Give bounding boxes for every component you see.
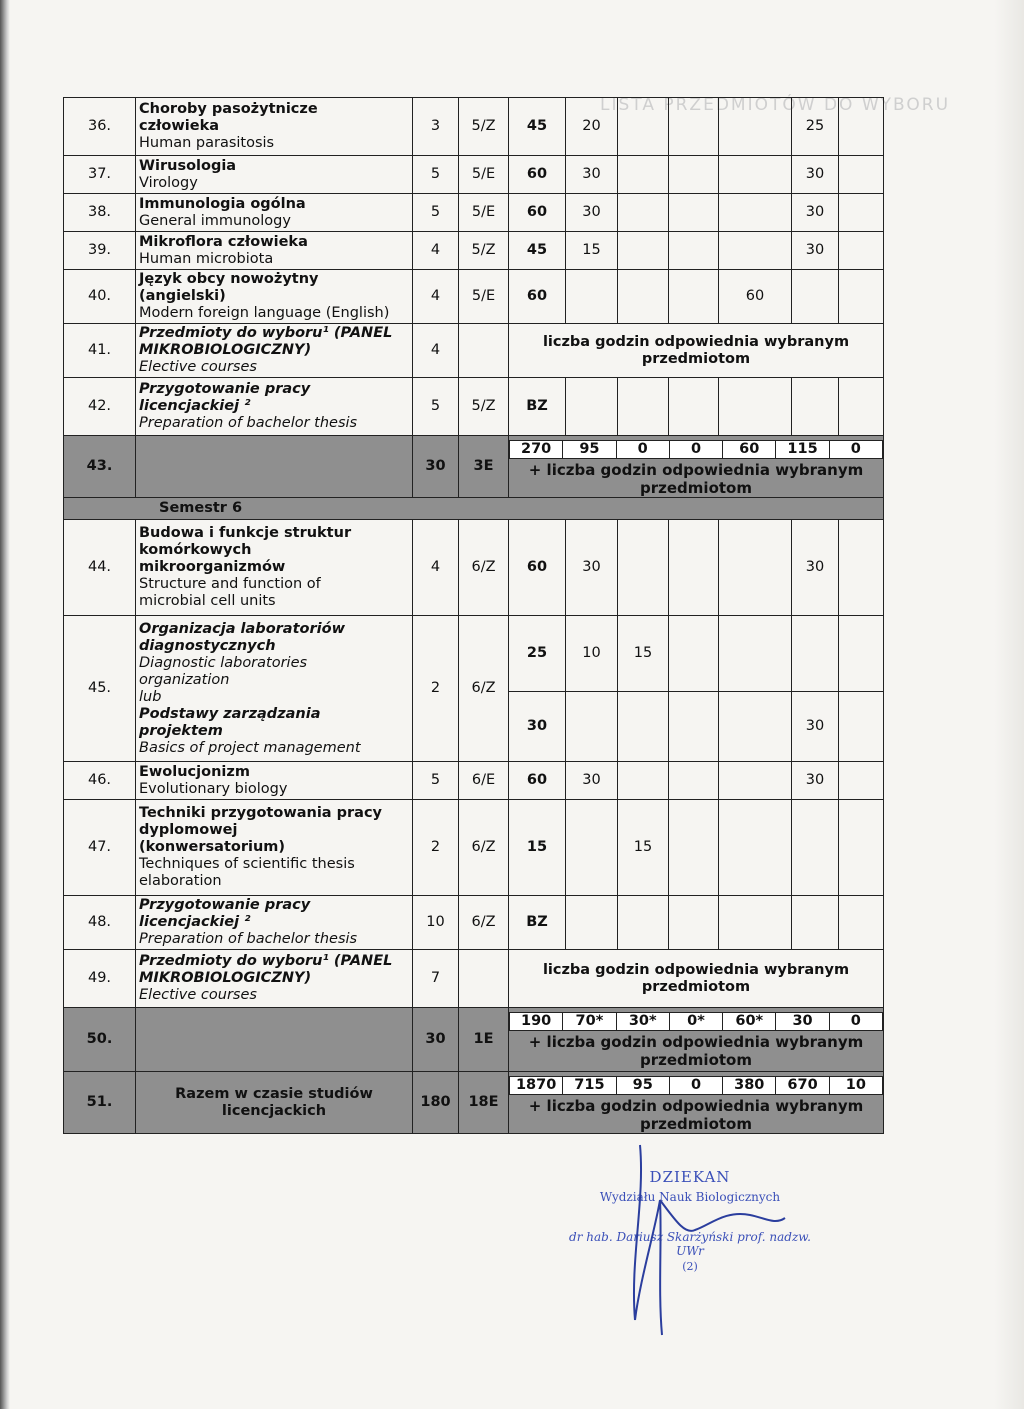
hours-cell <box>618 232 669 270</box>
hours-cell <box>839 520 884 616</box>
subject-line: Modern foreign language (English) <box>139 305 390 321</box>
hours-cell <box>839 98 884 156</box>
hours-cell <box>719 378 792 436</box>
form-cell <box>459 950 509 1008</box>
form-cell: 6/Z <box>459 616 509 762</box>
subject-cell <box>136 156 413 194</box>
form-cell: 5/Z <box>459 378 509 436</box>
hours-cell <box>618 896 669 950</box>
hours-cell <box>669 520 719 616</box>
hours-cell <box>669 232 719 270</box>
total-hours-cell: 15 <box>509 800 566 896</box>
row-number: 45. <box>64 616 136 762</box>
hours-cell <box>669 762 719 800</box>
subject-line: Preparation of bachelor thesis <box>139 931 358 947</box>
summary-values-row <box>510 1013 883 1031</box>
hours-cell <box>839 762 884 800</box>
hours-note-cell: liczba godzin odpowiednia wybranym przedmiotom <box>509 324 884 378</box>
table-row <box>64 378 884 436</box>
subject-line: diagnostycznych <box>139 637 276 654</box>
summary-hours-box <box>509 1008 884 1072</box>
ects-cell: 10 <box>413 896 459 950</box>
hours-cell <box>669 378 719 436</box>
table-row <box>64 896 884 950</box>
hours-cell <box>719 762 792 800</box>
row-number: 36. <box>64 98 136 156</box>
subject-line: MIKROBIOLOGICZNY) <box>139 342 312 358</box>
hours-cell <box>669 896 719 950</box>
ects-cell: 4 <box>413 520 459 616</box>
subject-line: Human microbiota <box>139 250 274 267</box>
table-row <box>64 324 884 378</box>
scan-edge-left <box>0 0 10 1409</box>
subject-line: Przedmioty do wyboru¹ (PANEL <box>139 953 393 969</box>
total-hours-cell: 25 <box>509 616 566 692</box>
hours-cell <box>669 156 719 194</box>
subject-line: organization <box>139 671 230 688</box>
subject-line: Język obcy nowożytny <box>139 271 319 287</box>
subject-line: Techniki przygotowania pracy <box>139 805 382 821</box>
summary-hours-box <box>509 436 884 498</box>
hours-cell <box>669 270 719 324</box>
summary-ects: 180 <box>413 1072 459 1134</box>
summary-value: 190 <box>510 1013 563 1031</box>
stamp-title: DZIEKAN <box>649 1168 731 1186</box>
ects-cell: 5 <box>413 194 459 232</box>
summary-value: 70* <box>563 1013 616 1031</box>
form-cell: 6/Z <box>459 896 509 950</box>
table-row <box>64 800 884 896</box>
summary-values-row <box>510 441 883 459</box>
hours-cell <box>792 270 839 324</box>
hours-cell: 30 <box>792 520 839 616</box>
hours-cell <box>839 692 884 762</box>
hours-cell: 15 <box>618 800 669 896</box>
subject-line: Mikroflora człowieka <box>139 233 308 250</box>
hours-cell: 20 <box>566 98 618 156</box>
row-number: 39. <box>64 232 136 270</box>
subject-line: Budowa i funkcje struktur <box>139 525 352 541</box>
table-row <box>64 520 884 616</box>
hours-cell <box>618 194 669 232</box>
subject-line: licencjackiej ² <box>139 914 251 930</box>
subject-line: Choroby pasożytnicze <box>139 101 318 117</box>
subject-line: microbial cell units <box>139 593 276 609</box>
summary-value: 60 <box>723 441 776 459</box>
row-number: 40. <box>64 270 136 324</box>
form-cell: 5/Z <box>459 98 509 156</box>
subject-line: Diagnostic laboratories <box>139 654 308 671</box>
hours-cell <box>618 270 669 324</box>
table-row <box>64 194 884 232</box>
hours-cell <box>566 800 618 896</box>
summary-number: 51. <box>64 1072 136 1134</box>
summary-row <box>64 436 884 498</box>
stamp-code: (2) <box>682 1260 698 1273</box>
hours-cell <box>618 520 669 616</box>
summary-ects: 30 <box>413 1008 459 1072</box>
subject-line: Elective courses <box>139 987 257 1003</box>
summary-label <box>136 436 413 498</box>
summary-note: + liczba godzin odpowiednia wybranym przedmiotom <box>528 1097 864 1133</box>
study-plan-table <box>63 97 884 1134</box>
hours-cell: 25 <box>792 98 839 156</box>
ects-cell: 2 <box>413 800 459 896</box>
row-number: 37. <box>64 156 136 194</box>
handwritten-signature <box>600 1140 810 1340</box>
ects-cell: 5 <box>413 378 459 436</box>
hours-cell <box>719 692 792 762</box>
hours-cell: 30 <box>566 156 618 194</box>
subject-line: Elective courses <box>139 359 257 375</box>
bleed-through-text: LISTA PRZEDMIOTÓW DO WYBORU <box>600 95 951 115</box>
subject-cell <box>136 270 413 324</box>
ects-cell: 4 <box>413 232 459 270</box>
hours-cell: 30 <box>792 156 839 194</box>
subject-cell <box>136 950 413 1008</box>
subject-cell <box>136 762 413 800</box>
table-row <box>64 270 884 324</box>
summary-form: 3E <box>459 436 509 498</box>
summary-value: 0 <box>616 441 669 459</box>
hours-cell <box>719 156 792 194</box>
summary-form: 18E <box>459 1072 509 1134</box>
summary-value: 670 <box>776 1077 829 1095</box>
ects-cell: 5 <box>413 762 459 800</box>
subject-line: licencjackiej ² <box>139 398 251 414</box>
hours-cell <box>839 232 884 270</box>
hours-cell <box>618 98 669 156</box>
form-cell: 5/Z <box>459 232 509 270</box>
total-hours-cell: 45 <box>509 98 566 156</box>
summary-value: 0 <box>829 441 882 459</box>
hours-cell <box>566 896 618 950</box>
summary-number: 43. <box>64 436 136 498</box>
total-hours-cell: BZ <box>509 896 566 950</box>
summary-note: + liczba godzin odpowiednia wybranym przedmiotom <box>528 461 864 497</box>
summary-value: 10 <box>829 1077 882 1095</box>
subject-line: Przygotowanie pracy <box>139 897 311 913</box>
summary-row <box>64 1072 884 1134</box>
summary-value: 115 <box>776 441 829 459</box>
total-hours-cell: BZ <box>509 378 566 436</box>
hours-cell <box>719 232 792 270</box>
row-number: 48. <box>64 896 136 950</box>
hours-cell <box>839 616 884 692</box>
form-cell: 5/E <box>459 156 509 194</box>
subject-cell <box>136 194 413 232</box>
hours-cell <box>719 520 792 616</box>
table-row <box>64 98 884 156</box>
row-number: 42. <box>64 378 136 436</box>
total-hours-cell: 45 <box>509 232 566 270</box>
stamp-name: dr hab. Dariusz Skarżyński prof. nadzw. UWr <box>569 1230 811 1258</box>
subject-line: Basics of project management <box>139 739 361 756</box>
hours-cell: 15 <box>566 232 618 270</box>
subject-line: elaboration <box>139 873 222 889</box>
subject-line: General immunology <box>139 212 291 229</box>
subject-line: Przygotowanie pracy <box>139 381 311 397</box>
summary-value: 30* <box>616 1013 669 1031</box>
summary-value: 95 <box>616 1077 669 1095</box>
total-hours-cell: 60 <box>509 762 566 800</box>
summary-value: 380 <box>723 1077 776 1095</box>
subject-line: lub <box>139 688 162 705</box>
form-cell: 6/Z <box>459 520 509 616</box>
hours-cell <box>839 156 884 194</box>
subject-line: człowieka <box>139 118 220 134</box>
hours-note-cell: liczba godzin odpowiednia wybranym przedmiotom <box>509 950 884 1008</box>
summary-value: 30 <box>776 1013 829 1031</box>
hours-cell: 30 <box>566 194 618 232</box>
subject-line: Virology <box>139 174 198 191</box>
summary-value: 1870 <box>510 1077 563 1095</box>
hours-cell <box>669 98 719 156</box>
subject-cell <box>136 896 413 950</box>
subject-line: projektem <box>139 722 223 739</box>
subject-cell <box>136 800 413 896</box>
hours-cell <box>719 98 792 156</box>
summary-value: 270 <box>510 441 563 459</box>
subject-line: Ewolucjonizm <box>139 763 250 780</box>
subject-cell <box>136 232 413 270</box>
subject-line: Podstawy zarządzania <box>139 705 321 722</box>
summary-values-table <box>509 1076 883 1095</box>
subject-cell <box>136 324 413 378</box>
hours-cell <box>669 616 719 692</box>
hours-cell: 60 <box>719 270 792 324</box>
hours-cell <box>566 692 618 762</box>
summary-note: + liczba godzin odpowiednia wybranym przedmiotom <box>528 1033 864 1069</box>
hours-cell <box>719 896 792 950</box>
total-hours-cell: 30 <box>509 692 566 762</box>
form-cell: 5/E <box>459 270 509 324</box>
summary-value: 0* <box>669 1013 722 1031</box>
form-cell: 5/E <box>459 194 509 232</box>
summary-value: 0 <box>669 441 722 459</box>
subject-line: Organizacja laboratoriów <box>139 620 345 637</box>
summary-value: 60* <box>723 1013 776 1031</box>
hours-cell <box>792 896 839 950</box>
summary-label <box>136 1008 413 1072</box>
row-number: 49. <box>64 950 136 1008</box>
row-number: 38. <box>64 194 136 232</box>
hours-cell <box>839 270 884 324</box>
hours-cell <box>839 378 884 436</box>
hours-cell <box>669 692 719 762</box>
total-hours-cell: 60 <box>509 194 566 232</box>
summary-row <box>64 1008 884 1072</box>
hours-cell: 30 <box>566 762 618 800</box>
hours-cell <box>792 800 839 896</box>
total-hours-cell: 60 <box>509 270 566 324</box>
total-hours-cell: 60 <box>509 156 566 194</box>
table-row <box>64 156 884 194</box>
subject-line: Immunologia ogólna <box>139 195 306 212</box>
subject-line: mikroorganizmów <box>139 559 286 575</box>
subject-line: dyplomowej <box>139 822 238 838</box>
semester-header: Semestr 6 <box>64 498 884 520</box>
summary-label: Razem w czasie studiów licencjackich <box>136 1072 413 1134</box>
table-row <box>64 616 884 692</box>
summary-value: 0 <box>669 1077 722 1095</box>
subject-cell <box>136 520 413 616</box>
subject-line: (angielski) <box>139 288 226 304</box>
hours-cell <box>839 194 884 232</box>
summary-value: 715 <box>563 1077 616 1095</box>
subject-line: Techniques of scientific thesis <box>139 856 355 872</box>
hours-cell: 30 <box>792 692 839 762</box>
ects-cell: 7 <box>413 950 459 1008</box>
subject-line: Evolutionary biology <box>139 780 288 797</box>
subject-cell <box>136 378 413 436</box>
hours-cell: 30 <box>566 520 618 616</box>
summary-number: 50. <box>64 1008 136 1072</box>
hours-cell <box>719 800 792 896</box>
summary-hours-box <box>509 1072 884 1134</box>
hours-cell <box>839 800 884 896</box>
ects-cell: 5 <box>413 156 459 194</box>
hours-cell: 15 <box>618 616 669 692</box>
subject-line: (konwersatorium) <box>139 839 286 855</box>
stamp-faculty: Wydziału Nauk Biologicznych <box>599 1190 781 1204</box>
subject-cell <box>136 616 413 762</box>
scan-edge-right <box>994 0 1024 1409</box>
hours-cell <box>618 378 669 436</box>
summary-values-table <box>509 1012 883 1031</box>
ects-cell: 4 <box>413 270 459 324</box>
form-cell: 6/E <box>459 762 509 800</box>
subject-line: komórkowych <box>139 542 252 558</box>
subject-line: Structure and function of <box>139 576 321 592</box>
table-row <box>64 950 884 1008</box>
subject-line: MIKROBIOLOGICZNY) <box>139 970 312 986</box>
subject-line: Human parasitosis <box>139 135 275 151</box>
summary-value: 0 <box>829 1013 882 1031</box>
ects-cell: 3 <box>413 98 459 156</box>
table-row <box>64 232 884 270</box>
form-cell: 6/Z <box>459 800 509 896</box>
subject-line: Wirusologia <box>139 157 237 174</box>
hours-cell <box>566 270 618 324</box>
hours-cell <box>618 692 669 762</box>
total-hours-cell: 60 <box>509 520 566 616</box>
hours-cell <box>566 378 618 436</box>
form-cell <box>459 324 509 378</box>
hours-cell: 30 <box>792 762 839 800</box>
hours-cell <box>719 194 792 232</box>
table-row <box>64 762 884 800</box>
semester-header-row <box>64 498 884 520</box>
hours-cell <box>839 896 884 950</box>
hours-cell <box>792 378 839 436</box>
hours-cell: 30 <box>792 194 839 232</box>
subject-line: Przedmioty do wyboru¹ (PANEL <box>139 325 393 341</box>
subject-cell <box>136 98 413 156</box>
summary-form: 1E <box>459 1008 509 1072</box>
summary-value: 95 <box>563 441 616 459</box>
row-number: 41. <box>64 324 136 378</box>
summary-values-row <box>510 1077 883 1095</box>
hours-cell <box>719 616 792 692</box>
row-number: 46. <box>64 762 136 800</box>
subject-line: Preparation of bachelor thesis <box>139 415 358 431</box>
hours-cell: 30 <box>792 232 839 270</box>
hours-cell: 10 <box>566 616 618 692</box>
hours-cell <box>669 194 719 232</box>
row-number: 44. <box>64 520 136 616</box>
row-number: 47. <box>64 800 136 896</box>
hours-cell <box>669 800 719 896</box>
ects-cell: 2 <box>413 616 459 762</box>
hours-cell <box>618 762 669 800</box>
hours-cell <box>618 156 669 194</box>
hours-cell <box>792 616 839 692</box>
ects-cell: 4 <box>413 324 459 378</box>
summary-values-table <box>509 440 883 459</box>
summary-ects: 30 <box>413 436 459 498</box>
